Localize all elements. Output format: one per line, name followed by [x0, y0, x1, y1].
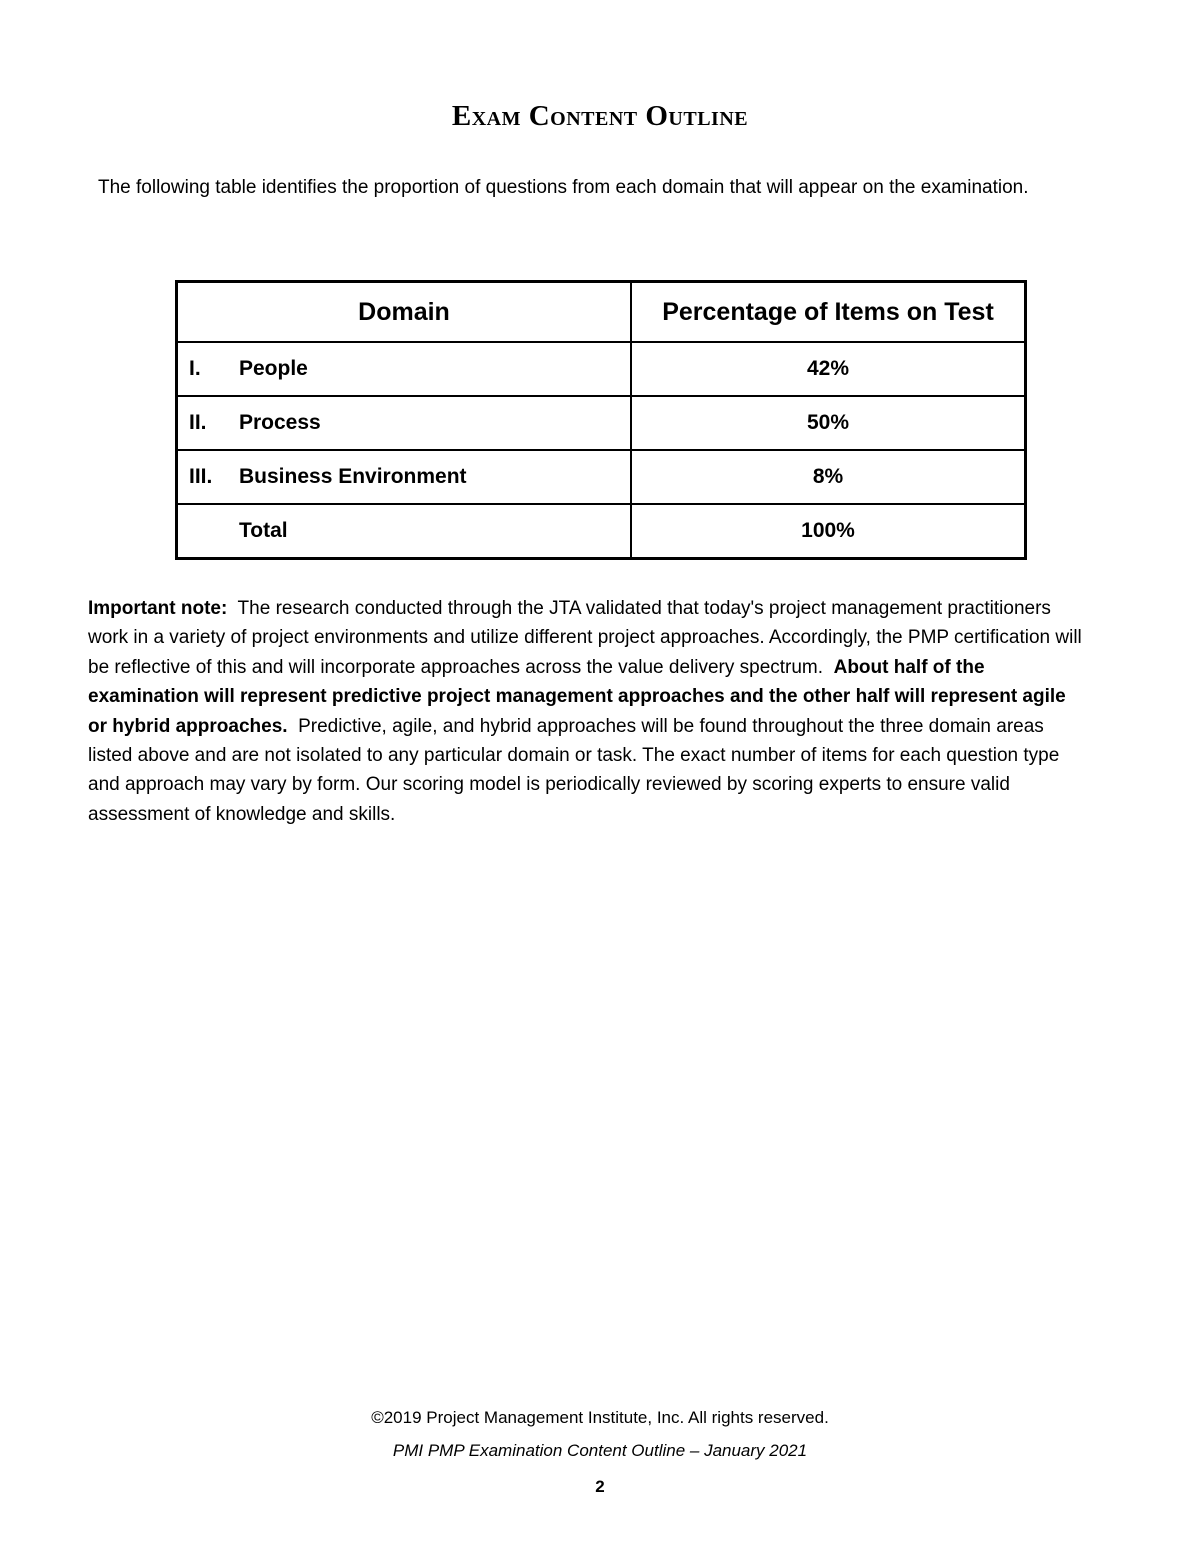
domain-cell	[177, 450, 632, 504]
domain-label: People	[239, 357, 308, 380]
domain-label: Business Environment	[239, 465, 467, 488]
percentage-cell: 100%	[631, 504, 1026, 559]
copyright: ©2019 Project Management Institute, Inc. All rights reserved.	[371, 1408, 829, 1427]
header-percentage: Percentage of Items on Test	[631, 282, 1026, 343]
domain-number: I.	[189, 357, 201, 380]
page-title: Exam Content Outline	[451, 100, 749, 132]
note-text-2: Predictive, agile, and hybrid approaches will be found throughout the three domain areas listed above and are not isolated to any particular domain or task. The exact number of items for each question type and approach may vary by form. Our scoring model is periodically reviewed by scoring experts to ensure valid assessment of knowledge and skills.	[88, 715, 1060, 825]
note-bold-text: About half of the examination will represent predictive project management approaches and the other half will represent agile or hybrid approaches.	[88, 656, 1066, 737]
domain-table	[175, 280, 1027, 560]
domain-label: Process	[239, 411, 321, 434]
document-subtitle: PMI PMP Examination Content Outline – January 2021	[392, 1441, 808, 1460]
note-label: Important note:	[88, 598, 228, 619]
domain-cell	[177, 342, 632, 396]
domain-label: Total	[239, 519, 288, 542]
table-row	[177, 342, 1026, 396]
percentage-cell: 8%	[631, 450, 1026, 504]
table-row-total	[177, 504, 1026, 559]
domain-number: II.	[189, 411, 207, 434]
table-row	[177, 450, 1026, 504]
note-text-1: The research conducted through the JTA validated that today's project management practitioners work in a variety of project environments and utilize different project approaches. Accordingly, the PMP certification will be reflective of this and will incorporate approaches across the value delivery spectrum.	[88, 598, 1082, 678]
page-number: 2	[595, 1477, 605, 1496]
domain-number: III.	[189, 465, 213, 488]
domain-cell	[177, 504, 632, 559]
domain-cell	[177, 396, 632, 450]
percentage-cell: 42%	[631, 342, 1026, 396]
table-header-row	[177, 282, 1026, 343]
percentage-cell: 50%	[631, 396, 1026, 450]
table-row	[177, 396, 1026, 450]
header-domain: Domain	[177, 282, 632, 343]
important-note	[88, 594, 1088, 829]
intro-paragraph: The following table identifies the proportion of questions from each domain that will appear on the examination.	[98, 177, 1029, 198]
